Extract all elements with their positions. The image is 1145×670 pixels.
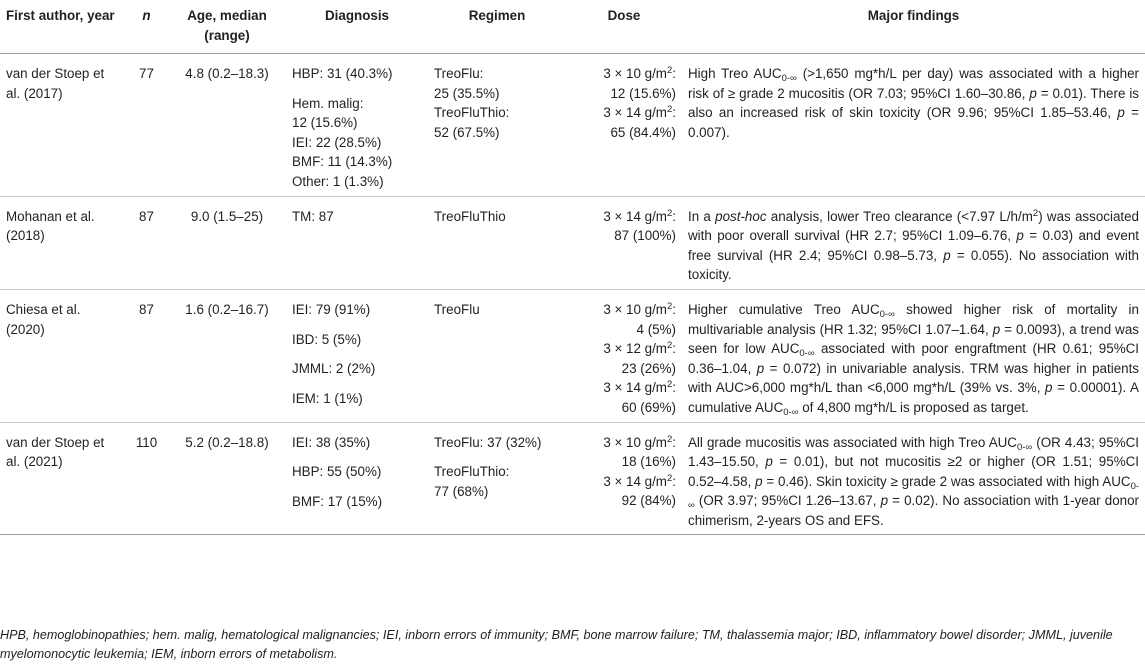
cell-age: 5.2 (0.2–18.8): [168, 422, 286, 535]
dose-text: 3 × 12 g/m: [603, 341, 667, 357]
findings-text: = 0.46). Skin toxicity ≥ grade 2 was associated with high AUC: [762, 473, 1131, 489]
diagnosis-line: IEI: 22 (28.5%): [292, 134, 382, 150]
regimen-line: 77 (68%): [434, 483, 489, 499]
table-row: [0, 54, 1145, 197]
dose-colon: :: [672, 301, 676, 317]
diagnosis-line: IBD: 5 (5%): [292, 331, 362, 347]
dose-line: [572, 226, 676, 246]
dose-exponent: 2: [666, 207, 673, 219]
dose-text: 3 × 14 g/m: [603, 380, 667, 396]
dose-colon: :: [672, 341, 676, 357]
findings-text: (>1,650 mg*h/L per day) was associated with a higher risk of ≥ grade 2 mucositis (OR 7.03; 95%CI 1.60–30.86,: [688, 66, 1139, 101]
dose-line: [572, 339, 676, 359]
findings-text: = 0.02). No association with 1-year donor chimerism, 2-years OS and EFS.: [688, 493, 1139, 528]
dose-line: [572, 398, 676, 418]
findings-italic: post-hoc: [715, 208, 767, 224]
header-n-label: n: [142, 8, 151, 23]
cell-diagnosis: [286, 422, 428, 535]
spacer: [292, 379, 422, 389]
dose-exponent: 2: [666, 300, 673, 312]
dose-text: 3 × 14 g/m: [603, 105, 667, 121]
dose-exponent: 2: [666, 379, 673, 391]
dose-line: [572, 472, 676, 492]
spacer: [292, 320, 422, 330]
regimen-line: TreoFluThio:: [434, 105, 510, 121]
diagnosis-line: IEI: 79 (91%): [292, 301, 371, 317]
table-footnote: HPB, hemoglobinopathies; hem. malig, hematological malignancies; IEI, inborn errors of immunity; BMF, bone marrow failure; TM, thalassemia major; IBD, inflammatory bowel disorder; JMML, juvenile myelomonocytic leukemia; IEM, inborn errors of metabolism.: [0, 628, 1113, 661]
findings-italic: p: [1016, 228, 1024, 244]
dose-text: 3 × 10 g/m: [603, 434, 667, 450]
dose-exponent: 2: [666, 472, 673, 484]
findings-subscript: 0-∞: [879, 308, 895, 320]
dose-exponent: 2: [666, 104, 673, 116]
cell-age: 1.6 (0.2–16.7): [168, 289, 286, 422]
header-findings: Major findings: [682, 0, 1145, 54]
cell-diagnosis: [286, 54, 428, 197]
cell-findings: [682, 422, 1145, 535]
header-diagnosis: Diagnosis: [286, 0, 428, 54]
diagnosis-line: JMML: 2 (2%): [292, 361, 376, 377]
cell-n: 87: [125, 289, 168, 422]
dose-line: [572, 378, 676, 398]
spacer: [434, 452, 560, 462]
diagnosis-line: IEI: 38 (35%): [292, 434, 371, 450]
findings-text: Higher cumulative Treo AUC: [688, 301, 880, 317]
cell-dose: [566, 422, 682, 535]
findings-text: (OR 4.43; 95%CI 1.43–15.50,: [688, 434, 1139, 470]
header-regimen: Regimen: [428, 0, 566, 54]
cell-regimen: [428, 289, 566, 422]
dose-line: [572, 103, 676, 123]
dose-text: 3 × 10 g/m: [603, 66, 667, 81]
findings-subscript: 2: [1032, 207, 1039, 219]
cell-n: 110: [125, 422, 168, 535]
findings-text: = 0.0093), a trend was seen for low AUC: [688, 321, 1139, 357]
findings-text: In a: [688, 208, 716, 224]
diagnosis-line: BMF: 17 (15%): [292, 493, 383, 509]
findings-text: = 0.072) in univariable analysis. TRM was higher in patients with AUC>6,000 mg*h/L than <6,000 mg*h/L (39% vs. 3%,: [688, 360, 1140, 396]
spacer: [292, 482, 422, 492]
findings-text: of 4,800 mg*h/L is proposed as target.: [798, 399, 1029, 415]
diagnosis-line: HBP: 31 (40.3%): [292, 66, 393, 81]
findings-text: All grade mucositis was associated with high Treo AUC: [688, 434, 1017, 450]
cell-author: van der Stoep et al. (2017): [0, 54, 125, 197]
cell-regimen: [428, 54, 566, 197]
dose-colon: :: [672, 66, 676, 81]
cell-age: 9.0 (1.5–25): [168, 196, 286, 289]
dose-line: [572, 207, 676, 227]
cell-findings: [682, 54, 1145, 197]
diagnosis-line: TM: 87: [292, 208, 334, 224]
diagnosis-line: Hem. malig:: [292, 95, 364, 111]
cell-findings: [682, 289, 1145, 422]
findings-italic: p: [943, 247, 951, 263]
cell-diagnosis: [286, 289, 428, 422]
dose-text: 3 × 14 g/m: [603, 208, 667, 224]
cell-regimen: [428, 422, 566, 535]
dose-line: [572, 64, 676, 84]
cell-age: 4.8 (0.2–18.3): [168, 54, 286, 197]
findings-italic: p: [765, 454, 773, 470]
dose-colon: :: [672, 105, 676, 121]
header-author: First author, year: [0, 0, 125, 54]
findings-italic: p: [1117, 105, 1125, 121]
diagnosis-line: BMF: 11 (14.3%): [292, 154, 393, 170]
findings-italic: p: [756, 360, 765, 376]
regimen-line: 52 (67.5%): [434, 124, 500, 140]
dose-line: [572, 491, 676, 511]
header-age: Age, median (range): [168, 0, 286, 54]
dose-text: 23 (26%): [621, 360, 676, 376]
dose-exponent: 2: [666, 340, 673, 352]
header-row: [0, 0, 1145, 54]
findings-text: = 0.01). There is also an increased risk of skin toxicity (OR 9.96; 95%CI 1.85–53.46,: [688, 85, 1139, 121]
cell-dose: [566, 289, 682, 422]
dose-text: 87 (100%): [614, 228, 676, 244]
cell-author: Mohanan et al. (2018): [0, 196, 125, 289]
findings-text: = 0.00001). A cumulative AUC: [688, 380, 1139, 415]
diagnosis-line: 12 (15.6%): [292, 115, 358, 131]
dose-line: [572, 359, 676, 379]
table-row: [0, 422, 1145, 535]
spacer: [292, 349, 422, 359]
regimen-line: TreoFluThio:: [434, 464, 510, 480]
findings-text: = 0.007).: [688, 105, 1139, 140]
cell-findings: [682, 196, 1145, 289]
diagnosis-line: HBP: 55 (50%): [292, 464, 382, 480]
dose-text: 4 (5%): [636, 321, 676, 337]
regimen-line: TreoFlu:: [434, 66, 484, 81]
cell-n: 77: [125, 54, 168, 197]
diagnosis-line: Other: 1 (1.3%): [292, 173, 384, 189]
spacer: [292, 452, 422, 462]
header-n: [125, 0, 168, 54]
findings-italic: p: [755, 473, 763, 489]
findings-subscript: 0-∞: [783, 406, 799, 418]
findings-italic: p: [992, 321, 1001, 337]
findings-italic: p: [880, 493, 889, 509]
findings-italic: p: [1045, 380, 1053, 396]
dose-line: [572, 452, 676, 472]
findings-subscript: 0-∞: [1016, 441, 1033, 453]
table-row: [0, 289, 1145, 422]
dose-text: 3 × 10 g/m: [603, 301, 667, 317]
regimen-line: TreoFlu: [434, 301, 480, 317]
regimen-line: TreoFluThio: [434, 208, 506, 224]
dose-text: 12 (15.6%): [610, 85, 676, 101]
dose-text: 92 (84%): [621, 493, 676, 509]
findings-text: associated with poor engraftment (HR 0.61; 95%CI 0.36–1.04,: [688, 341, 1139, 376]
dose-exponent: 2: [666, 65, 673, 76]
findings-text: = 0.055). No association with toxicity.: [688, 247, 1139, 283]
dose-line: [572, 320, 676, 340]
dose-colon: :: [672, 380, 676, 396]
findings-text: analysis, lower Treo clearance (<7.97 L/h/m: [766, 208, 1033, 224]
dose-text: 65 (84.4%): [610, 124, 676, 140]
cell-n: 87: [125, 196, 168, 289]
cell-author: van der Stoep et al. (2021): [0, 422, 125, 535]
findings-italic: p: [1029, 85, 1037, 101]
dose-exponent: 2: [666, 433, 673, 445]
cell-dose: [566, 54, 682, 197]
diagnosis-line: IEM: 1 (1%): [292, 390, 363, 406]
dose-colon: :: [672, 208, 676, 224]
dose-line: [572, 84, 676, 104]
dose-text: 60 (69%): [621, 399, 676, 415]
dose-colon: :: [672, 473, 676, 489]
findings-subscript: 0-∞: [688, 480, 1140, 512]
dose-line: [572, 433, 676, 453]
findings-text: showed higher risk of mortality in multivariable analysis (HR 1.32; 95%CI 1.07–1.64,: [688, 301, 1139, 337]
dose-colon: :: [672, 434, 676, 450]
header-dose: Dose: [566, 0, 682, 54]
cell-regimen: [428, 196, 566, 289]
findings-text: ) was associated with poor overall survival (HR 2.7; 95%CI 1.09–6.76,: [688, 208, 1140, 244]
dose-line: [572, 123, 676, 143]
regimen-line: TreoFlu: 37 (32%): [434, 434, 542, 450]
findings-text: = 0.03) and event free survival (HR 2.4; 95%CI 0.98–5.73,: [688, 228, 1139, 263]
cell-author: Chiesa et al. (2020): [0, 289, 125, 422]
dose-text: 3 × 14 g/m: [603, 473, 667, 489]
findings-subscript: 0-∞: [799, 348, 815, 360]
regimen-line: 25 (35.5%): [434, 85, 500, 101]
cell-dose: [566, 196, 682, 289]
spacer: [292, 84, 422, 94]
findings-text: = 0.01), but not mucositis ≥2 or higher (OR 1.51; 95%CI 0.52–4.58,: [688, 454, 1139, 489]
cell-diagnosis: [286, 196, 428, 289]
table-body: [0, 54, 1145, 535]
findings-text: High Treo AUC: [688, 66, 782, 81]
findings-text: (OR 3.97; 95%CI 1.26–13.67,: [694, 493, 881, 509]
dose-text: 18 (16%): [621, 454, 676, 470]
dose-line: [572, 300, 676, 320]
table-row: [0, 196, 1145, 289]
findings-subscript: 0-∞: [781, 73, 797, 84]
